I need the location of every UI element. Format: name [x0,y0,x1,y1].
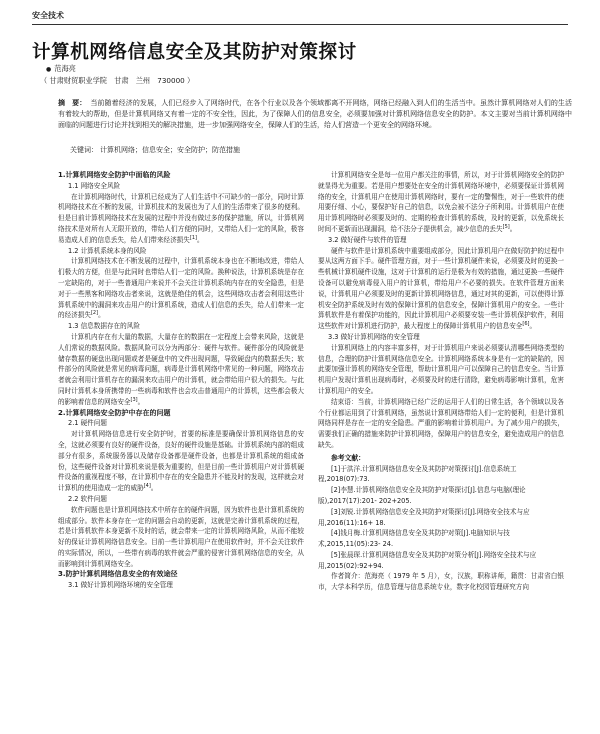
subsection-heading: 3.3 做好计算机网络的安全管理 [328,332,420,341]
paragraph-text: 计算机网络安全是每一位用户都关注的事情，所以，对于计算机网络安全的防护就显得尤为重要。若是用户想要处在安全的计算机网络环境中，必须要保证计算机网络的安全，计算机用户在使用计算机网络时，要有一定的警惕性，对于一些软件的使用要仔细、小心，要保护好自己的信息，以免会被不法分子所利用。计算机用户在使用计算机网络时必须要及时的、定期的检查计算机的系统，及时的更新，以免系统长时间不更新而出现漏洞，给不法分子提供机会，减少信息的丢失 [318,171,564,233]
citation-marker: [2] [90,310,99,317]
keywords-text: 计算机网络；信息安全；安全防护；防范措施 [100,146,240,154]
subsection-heading: 3.2 做好硬件与软件的管理 [328,235,407,244]
reference-item: [5]张晨琛.计算机网络信息安全及其防护对策分析[J].网络安全技术与应用,2015(02):92+94. [318,550,537,570]
paragraph [58,332,304,408]
paragraph-text: 在计算机网络时代，计算机已经成为了人们生活中不可缺少的一部分，同时计算机网络技术在不断的发展，计算机技术的发展也为了人们的生活带来了很多的便利。但是目前计算机网络技术在发展的过程中并没有做过多的保护措施，所以，计算机网络技术是对所有人无限开放的，带给人们方便的同时，又带给人们一定的风险，极容易造成人们的信息丢失，给人们带来经济损失 [58,192,304,244]
paragraph [318,246,564,332]
subsection-heading: 2.1 硬件问题 [68,419,107,428]
reference-item: [1]于洪洋.计算机网络信息安全及其防护对策探讨[J].信息系统工程,2018(07):73. [318,464,517,484]
citation-marker: [1] [189,234,197,241]
abstract [58,98,572,132]
reference-item: [3]刘锐.计算机网络信息安全及其防护对策探讨[J].网络安全技术与应用,2016(11):16+ 18. [318,507,530,527]
author-line [46,64,76,74]
subsection-heading: 2.2 软件问题 [68,494,107,503]
citation-marker: [6] [522,320,530,327]
paragraph-end: 。 [98,311,105,320]
paragraph [318,170,564,235]
paragraph-text: 硬件与软件是计算机系统中重要组成部分，因此计算机用户在做好防护的过程中要从这两方面下手。硬件管理方面，对于一些计算机硬件来说，必须要及时的更换一些机械计算机硬件设施，这对于计算机的运行是极为有效的措施，通过更换一些硬件设备可以避免病毒侵入用户的计算机，带给用户不必要的损失。在软件管理方面来说，计算机用户必须要及时的更新计算机网络信息，通过对其的更新，可以使得计算机安全防护系统及时有效的保障计算机的信息安全，保障计算机用户的安全。一些计算机软件是有着保护功能的，因此计算机用户必须要安装一些计算机保护软件，利用这些软件对计算机进行防护，最大程度上的保障计算机用户的信息安全 [318,246,564,331]
paragraph [318,343,564,397]
abstract-label: 摘 要： [58,99,87,107]
references-heading: 参考文献： [331,453,365,462]
citation-marker: [3] [130,396,138,403]
abstract-text: 当前随着经济的发展，人们已经步入了网络时代，在各个行业以及各个领域都离不开网络，网络已经融入到人们的生活当中。虽然计算机网络对人们的生活有着较大的帮助，但是计算机网络又有着一定的不安全性，因此，为了保障人们的信息安全，必须要加强对计算机网络信息安全的防护。本文主要对当前计算机网络中面临的问题进行讨论并找到相关的解决措施，进一步加强网络安全，保障人们的生活，给人们营造一个更安全的网络环境。 [58,99,573,130]
references-list [318,464,564,572]
paragraph [58,429,304,494]
paragraph-text: 结束语：当前，计算机网络已经广泛的运用于人们的日常生活，各个领域以及各个行业都运用到了计算机网络，虽然说计算机网络带给人们一定的便利，但是计算机网络同样是存在一定的安全隐患。严重的影响着计算机用户。为了减少用户的损失，需要我们正确的措施来防护计算机网络，保障用户的信息安全，避免造成用户的信息缺失。 [318,397,564,449]
section-heading: 3.防护计算机网络信息安全的有效途径 [58,570,178,579]
section-heading: 2.计算机网络安全防护中存在的问题 [58,408,171,417]
keywords-label: 关键词： [70,146,98,154]
subsection-heading: 1.1 网络安全风险 [68,181,121,190]
keywords [70,145,570,156]
paragraph [58,192,304,246]
section-header: 安全技术 [32,10,568,25]
paragraph-end: 。 [529,322,537,331]
article-title: 计算机网络信息安全及其防护对策探讨 [32,42,357,63]
paragraph-end: 。 [509,224,517,233]
paragraph-end: 。 [196,235,204,244]
paragraph-text: 对计算机网络信息进行安全防护时，首要的标准是要确保计算机网络信息的安全，这就必须要有良好的硬件设备，良好的硬件设施是基础。计算机系统内部的组成部分有很多，系统服务器以及储存设备都是硬件设备，也都是计算机系统的组成备份，这些硬件设备对计算机来说是极为重要的，但是目前一些计算机用户对计算机硬件设备的重视程度不够，在计算机中存在的安全隐患并不能及时的发现，这样就会对计算机的使用造成一定的威胁 [58,430,304,493]
citation-marker: [5] [502,223,510,230]
author-bio: 作者简介：范海亮（ 1979 年 5 月），女，汉族，职称讲师，籍贯：甘肃省白银市，大学本科学历，信息管理与信息系统专业，数字化校园管理研究方向 [318,572,564,592]
subsection-heading: 3.1 做好计算机网络环境的安全管理 [68,581,173,590]
reference-item: [4]钱月梅.计算机网络信息安全及其防护对策[J].电脑知识与技术,2015,11(05):23- 24. [318,529,510,549]
paragraph-text: 计算机内存在有大量的数据，大量存在的数据在一定程度上会带来风险，这就是人们常说的数据风险。数据风险可以分为两部分：硬件与软件。硬件部分的风险就是储存数据的硬盘出现问题或者是硬盘中的文件出现问题，导致硬盘内的数据丢失；软件部分的风险就是常见的病毒问题，病毒是计算机网络中常见的一种问题，网络攻击者就会利用计算机存在的漏洞来攻击用户的计算机，就会带给用户很大的损失。与此同时计算机本身所携带的一些病毒和软件也会攻击普通用户的计算机，这些都会极大的影响着信息的网络安全 [58,332,304,406]
paragraph-text: 软件问题也是计算机网络技术中所存在的硬件问题，因为软件也是计算机系统的组成部分。软件本身存在一定的问题会自动的更新，这就是完善计算机系统的过程，若是计算机软件本身更新不及时的话，就会带来一定的计算机网络风险，从而不能较好的保证计算机网络信息安全。目前一些计算机用户在使用软件时，并不会关注软件的实际情况，所以，一些带有病毒的软件就会严重的侵害计算机网络信息的安全，从而影响到计算机网络安全。 [58,505,304,568]
left-column [58,170,304,591]
paragraph [58,505,304,570]
paragraph [318,397,564,451]
paragraph-text: 计算机网络技术在不断发展的过程中，计算机系统本身也在不断地改进，带给人们极大的方便，但是与此同时也带给人们一定的风险。换种说法，计算机系统是存在一定缺陷的，对于一些普通用户来说并不会关注计算机系统内存在的安全隐患，但是对于一些黑客和网络攻击者来说，这就是绝佳的机会，这些网络攻击者会利用这些计算机系统中的漏洞来攻击用户的计算机系统，造成人们信息的丢失，给人们带来一定的经济损失 [58,257,304,320]
paragraph-text: 计算机网络上的内容丰富多样，对于计算机用户来说必须要认清哪些网络类型的信息，合理的防护计算机网络信息安全。计算机网络系统本身是有一定的缺陷的，因此要加强计算机的网络安全管理，帮助计算机用户可以保障自己的信息安全。当计算机用户发现计算机出现病毒时，必须要及时的进行清除，避免病毒影响计算机，危害计算机用户的安全。 [318,343,564,395]
paragraph-end: 。 [150,484,158,493]
right-column [318,170,564,593]
author-name: 范海亮 [54,64,76,73]
section-heading: 1.计算机网络安全防护中面临的风险 [58,171,171,179]
subsection-heading: 1.3 信息数据存在的风险 [68,322,140,331]
author-affiliation: （ 甘肃财贸职业学院 甘肃 兰州 730000 ） [40,76,195,85]
subsection-heading: 1.2 计算机系统本身的风险 [68,246,147,255]
bullet-icon: ● [46,66,52,73]
right-column-body [318,170,564,451]
citation-marker: [4] [143,482,151,489]
reference-item: [2]李慧.计算机网络信息安全及其防护对策探讨[J].信息与电脑(理论版),2017(17):201- 202+205. [318,486,526,505]
paragraph-end: 。 [137,397,145,406]
paragraph [58,256,304,321]
